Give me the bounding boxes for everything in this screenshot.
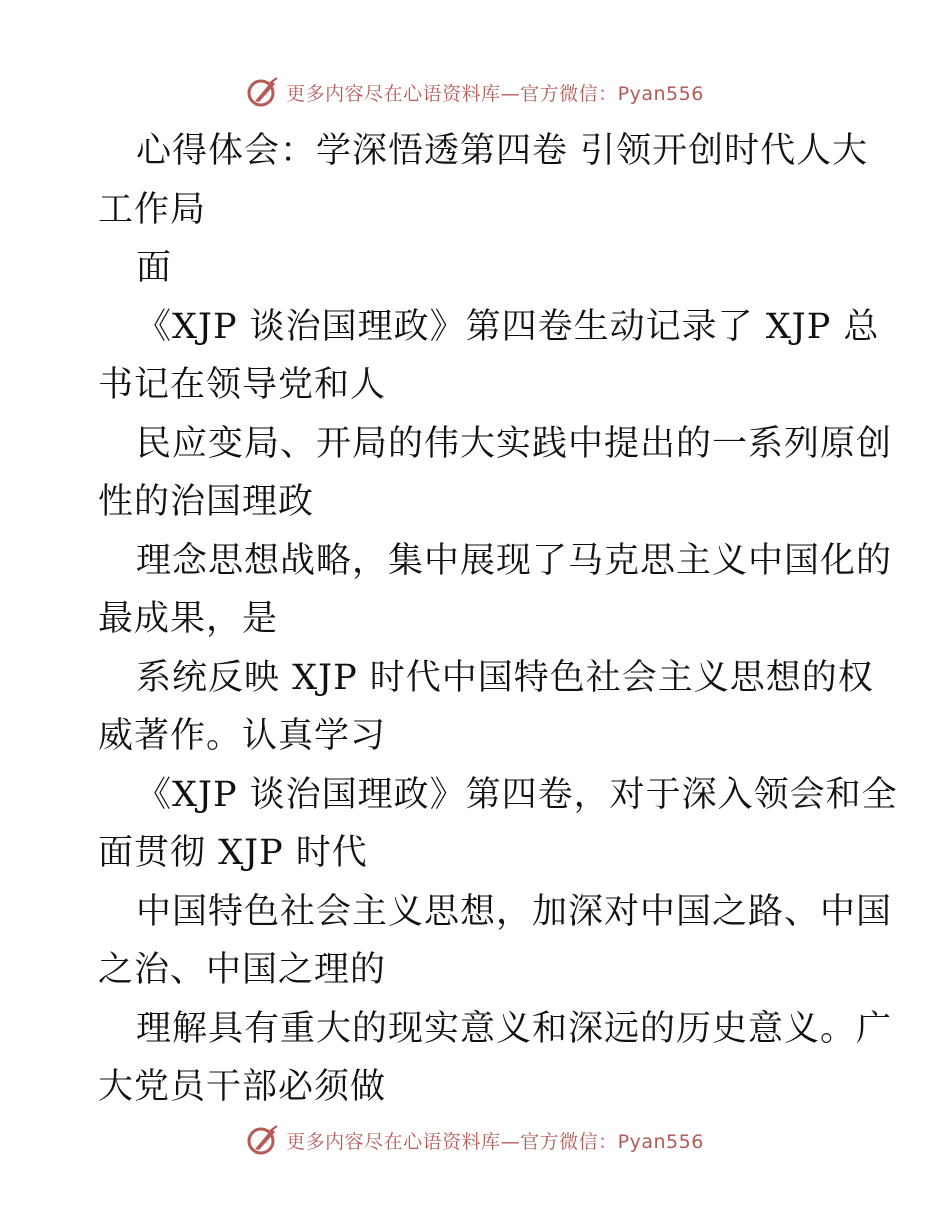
paragraph-line: 理解具有重大的现实意义和深远的历史意义。广: [136, 1008, 893, 1049]
paragraph-line: 性的治国理政: [98, 482, 315, 522]
paragraph-line: 《XJP 谈治国理政》第四卷生动记录了 XJP 总: [136, 306, 880, 347]
paragraph-line: 威著作。认真学习: [98, 716, 387, 756]
paragraph-line: 书记在领导党和人: [98, 365, 387, 405]
paragraph-line: 之治、中国之理的: [98, 950, 387, 990]
paragraph-line: 民应变局、开局的伟大实践中提出的一系列原创: [136, 423, 893, 464]
watermark-text: 更多内容尽在心语资料库—官方微信：Pyan556: [286, 82, 704, 105]
document-body: [98, 122, 898, 1117]
paragraph-line: 理念思想战略，集中展现了马克思主义中国化的: [136, 540, 893, 581]
title-line: 心得体会：学深悟透第四卷 引领开创时代人大: [136, 131, 869, 171]
paragraph-line: 大党员干部必须做: [98, 1067, 387, 1107]
paragraph-line: 《XJP 谈治国理政》第四卷，对于深入领会和全: [136, 774, 898, 815]
paragraph-line: 系统反映 XJP 时代中国特色社会主义思想的权: [136, 657, 874, 698]
header-watermark: [0, 72, 950, 112]
paragraph-line: 面: [136, 248, 173, 288]
title-line: 工作局: [98, 189, 207, 230]
footer-watermark: [0, 1120, 950, 1160]
paragraph-line: 面贯彻 XJP 时代: [98, 833, 368, 873]
paragraph-line: 中国特色社会主义思想，加深对中国之路、中国: [136, 891, 893, 932]
quill-logo-icon: [246, 75, 280, 109]
quill-logo-icon: [246, 1123, 280, 1157]
paragraph-line: 最成果，是: [98, 599, 279, 639]
watermark-text: 更多内容尽在心语资料库—官方微信：Pyan556: [286, 1130, 704, 1153]
